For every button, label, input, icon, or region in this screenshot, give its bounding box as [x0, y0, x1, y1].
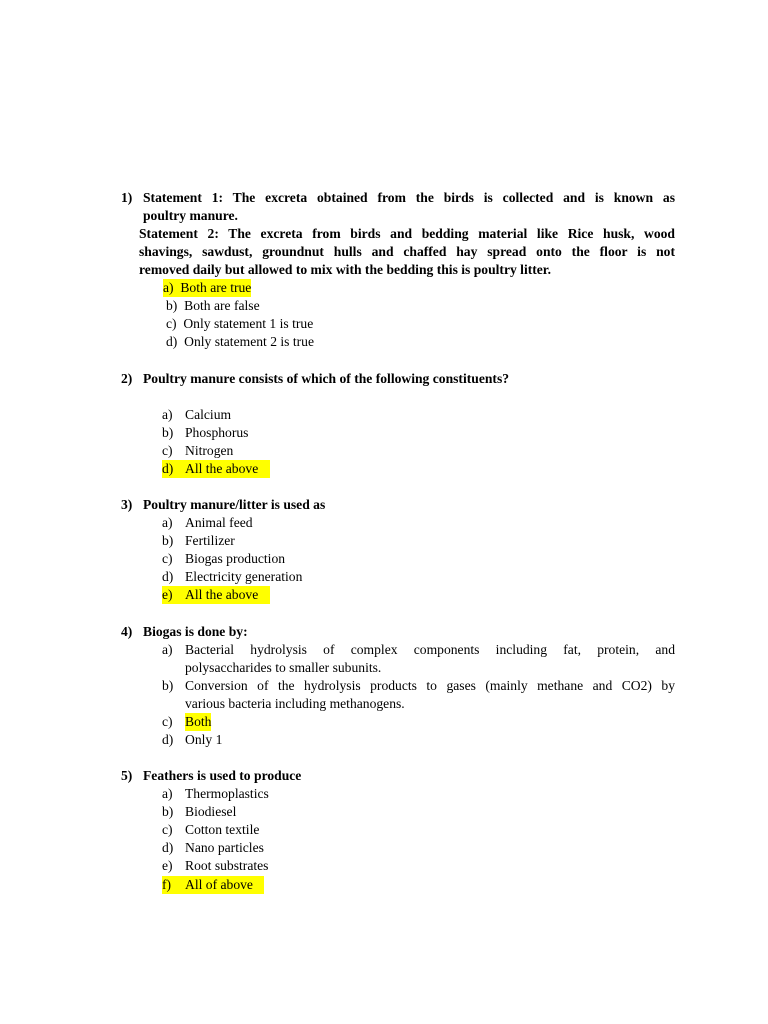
option-d	[162, 460, 270, 478]
option-letter: a)	[163, 280, 174, 295]
option-e	[162, 586, 270, 604]
option-letter: c)	[162, 443, 173, 458]
option-b	[162, 424, 249, 442]
option-text: Calcium	[185, 407, 232, 422]
option-text: Bacterial hydrolysis of complex components including fat, protein, and	[185, 642, 675, 657]
option-letter: a)	[162, 407, 173, 422]
option-c	[162, 442, 234, 460]
statement-2-line: removed daily but allowed to mix with the bedding this is poultry litter.	[139, 262, 551, 277]
option-text: Nitrogen	[185, 443, 234, 458]
option-letter: b)	[162, 425, 174, 440]
option-c	[162, 550, 286, 568]
option-d	[166, 333, 314, 351]
option-text: All the above	[185, 461, 259, 476]
question-number: 2)	[121, 371, 133, 386]
option-a	[163, 279, 251, 297]
option-a	[162, 406, 232, 424]
question-text: Biogas is done by:	[143, 624, 248, 639]
option-text: All the above	[185, 587, 259, 602]
option-d	[162, 568, 303, 586]
question-number: 1)	[121, 190, 133, 205]
question-text: Poultry manure consists of which of the following constituents?	[143, 371, 510, 386]
option-letter: e)	[162, 858, 173, 873]
option-text: Biogas production	[185, 551, 286, 566]
option-text: Only 1	[185, 732, 223, 747]
question-text: Poultry manure/litter is used as	[143, 497, 326, 512]
option-text: Only statement 2 is true	[184, 334, 314, 349]
option-letter: d)	[166, 334, 178, 349]
option-text: polysaccharides to smaller subunits.	[185, 660, 382, 675]
option-a	[162, 514, 253, 532]
option-b	[166, 297, 260, 315]
option-letter: d)	[162, 732, 174, 747]
question-number: 3)	[121, 497, 133, 512]
option-letter: c)	[166, 316, 177, 331]
option-d	[162, 839, 264, 857]
option-text: Conversion of the hydrolysis products to gases (mainly methane and CO2) by	[185, 678, 675, 693]
statement-2-line: shavings, sawdust, groundnut hulls and chaffed hay spread onto the floor is not	[139, 244, 675, 259]
option-a	[162, 785, 269, 803]
option-c	[162, 713, 212, 731]
option-text: Cotton textile	[185, 822, 260, 837]
option-letter: d)	[162, 840, 174, 855]
option-text: Fertilizer	[185, 533, 235, 548]
option-text: Both	[185, 714, 212, 729]
option-text: Root substrates	[185, 858, 269, 873]
option-letter: b)	[166, 298, 178, 313]
option-text: Phosphorus	[185, 425, 249, 440]
option-letter: a)	[162, 642, 173, 657]
option-text: Electricity generation	[185, 569, 303, 584]
option-letter: d)	[162, 569, 174, 584]
option-text: Biodiesel	[185, 804, 237, 819]
statement-1-line: Statement 1: The excreta obtained from the birds is collected and is known as	[143, 190, 675, 205]
statement-1-line: poultry manure.	[143, 208, 238, 223]
option-c	[162, 821, 260, 839]
statement-2-line: Statement 2: The excreta from birds and bedding material like Rice husk, wood	[139, 226, 675, 241]
option-b	[162, 803, 237, 821]
option-f	[162, 876, 264, 894]
option-letter: c)	[162, 551, 173, 566]
option-text: Nano particles	[185, 840, 264, 855]
option-d	[162, 731, 223, 749]
option-letter: c)	[162, 822, 173, 837]
option-letter: b)	[162, 804, 174, 819]
option-letter: a)	[162, 515, 173, 530]
option-text: Only statement 1 is true	[183, 316, 314, 331]
option-text: Both are true	[180, 280, 252, 295]
option-letter: b)	[162, 533, 174, 548]
question-number: 4)	[121, 624, 133, 639]
option-text: All of above	[185, 877, 253, 892]
option-text: Animal feed	[185, 515, 253, 530]
option-letter: c)	[162, 714, 173, 729]
option-e	[162, 857, 269, 875]
option-letter: f)	[162, 877, 172, 892]
question-text: Feathers is used to produce	[143, 768, 302, 783]
option-letter: d)	[162, 461, 174, 476]
option-letter: e)	[162, 587, 173, 602]
option-letter: b)	[162, 678, 174, 693]
option-text: Thermoplastics	[185, 786, 269, 801]
option-c	[166, 315, 313, 333]
option-b	[162, 532, 235, 550]
option-letter: a)	[162, 786, 173, 801]
option-text: various bacteria including methanogens.	[185, 696, 405, 711]
option-text: Both are false	[184, 298, 260, 313]
question-number: 5)	[121, 768, 133, 783]
